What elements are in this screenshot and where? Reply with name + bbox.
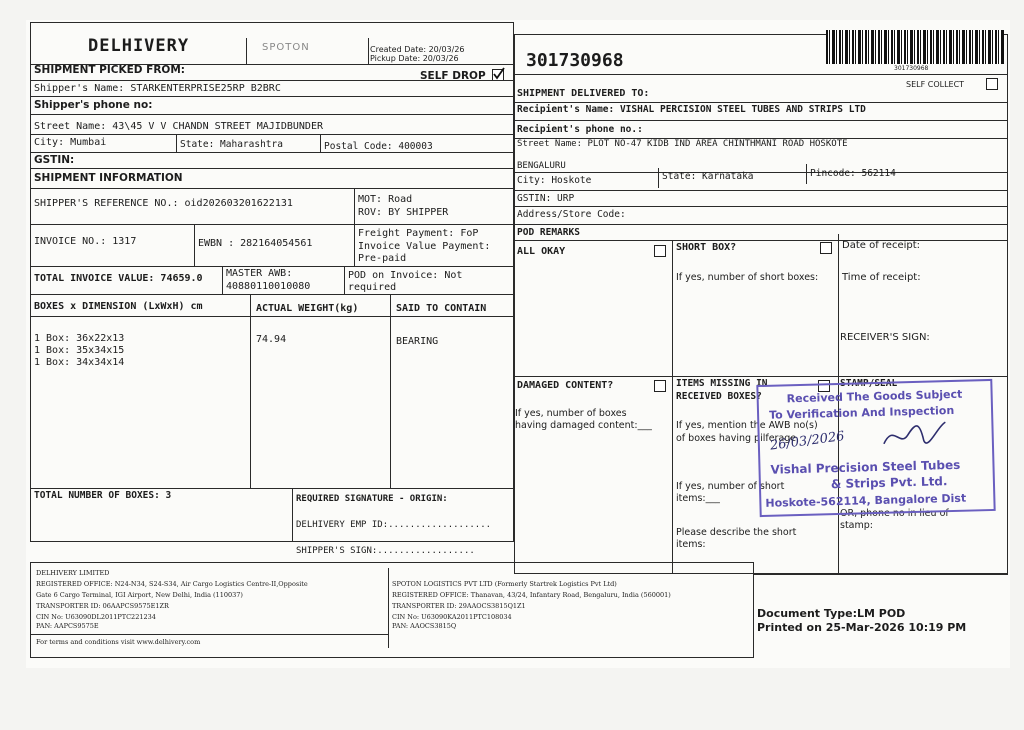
items-missing-label-line2: RECEIVED BOXES? (676, 391, 762, 402)
describe-short-items-line2: items: (676, 539, 706, 550)
stamp-line-3: Vishal Precision Steel Tubes (770, 457, 961, 477)
mention-awb-line2: of boxes having pilferage (676, 433, 797, 444)
stamp-line-1: Received The Goods Subject (786, 387, 963, 406)
delhivery-footer-line-5: CIN No: U63090DL2011PTC221234 (36, 613, 156, 621)
stamp-line-2: To Verification And Inspection (768, 403, 955, 422)
boxes-dimension-header: BOXES x DIMENSION (LxWxH) cm (34, 301, 203, 312)
total-boxes: TOTAL NUMBER OF BOXES: 3 (34, 490, 172, 501)
recipient-gstin: GSTIN: URP (517, 193, 575, 204)
delhivery-footer-line-3: Gate 6 Cargo Terminal, IGI Airport, New Delhi, India (110037) (36, 591, 243, 599)
picked-from-title: SHIPMENT PICKED FROM: (34, 64, 185, 76)
delhivery-emp-id: DELHIVERY EMP ID:................... (296, 520, 492, 530)
mention-awb: If yes, mention the AWB no(s) (676, 420, 818, 431)
said-to-contain-header: SAID TO CONTAIN (396, 303, 487, 314)
self-collect-label: SELF COLLECT (906, 80, 965, 89)
check-mark-icon (492, 67, 506, 81)
stamp-seal-label: STAMP/SEAL (840, 378, 898, 389)
invoice-number: INVOICE NO.: 1317 (34, 236, 137, 247)
stamp-line-5: Hoskote-562114, Bangalore Dist (765, 491, 967, 510)
all-okay-checkbox[interactable] (654, 245, 666, 257)
spoton-footer-line-4: CIN No: U63090KA2011PTC108034 (392, 613, 512, 621)
box-row-1: 1 Box: 36x22x13 (34, 333, 125, 344)
pod-document (26, 20, 1010, 668)
document-type: Document Type:LM POD (757, 607, 906, 620)
damaged-question: If yes, number of boxes (515, 408, 627, 419)
self-collect-checkbox[interactable] (986, 78, 998, 90)
recipient-phone: Recipient's phone no.: (517, 124, 643, 135)
terms-link[interactable]: For terms and conditions visit www.delhivery.com (36, 638, 201, 646)
time-of-receipt: Time of receipt: (842, 272, 921, 283)
delhivery-footer-line-2: REGISTERED OFFICE: N24-N34, S24-S34, Air Cargo Logistics Centre-II,Opposite (36, 580, 308, 588)
mot: MOT: Road (358, 194, 413, 205)
delivered-to-title: SHIPMENT DELIVERED TO: (517, 88, 650, 99)
shipment-info-title: SHIPMENT INFORMATION (34, 172, 183, 184)
stamp-handwritten-date: 26/03/2026 (769, 428, 846, 454)
short-box-label: SHORT BOX? (676, 242, 737, 253)
delhivery-footer-line-6: PAN: AAPCS9575E (36, 622, 99, 630)
all-okay-label: ALL OKAY (517, 246, 566, 257)
recipient-name: Recipient's Name: VISHAL PERCISION STEEL TUBES AND STRIPS LTD (517, 104, 866, 115)
freight-payment: Freight Payment: FoP (358, 228, 479, 239)
spoton-logo: SPOTON (262, 42, 310, 53)
shipper-name: Shipper's Name: STARKENTERPRISE25RP B2BRC (34, 83, 281, 94)
recipient-state: State: Karnataka (662, 171, 754, 182)
master-awb-label: MASTER AWB: (226, 268, 293, 279)
delhivery-logo: DELHIVERY (88, 36, 190, 56)
phone-lieu-stamp-line2: stamp: (840, 520, 873, 531)
total-invoice-value: TOTAL INVOICE VALUE: 74659.0 (34, 273, 203, 284)
short-items-question-line2: items:___ (676, 493, 720, 504)
shipper-phone: Shipper's phone no: (34, 99, 153, 111)
shipper-gstin: GSTIN: (34, 154, 75, 166)
describe-short-items: Please describe the short (676, 527, 797, 538)
items-missing-label: ITEMS MISSING IN (676, 378, 768, 389)
recipient-city: City: Hoskote (517, 175, 592, 186)
signature-scribble-icon (879, 416, 950, 454)
recipient-pincode: Pincode: 562114 (810, 168, 896, 179)
awb-number: 301730968 (526, 50, 624, 71)
stamp-line-4: & Strips Pvt. Ltd. (830, 474, 948, 492)
shipper-street: Street Name: 43\45 V V CHANDN STREET MAJIDBUNDER (34, 121, 323, 132)
damaged-content-checkbox[interactable] (654, 380, 666, 392)
address-store-code: Address/Store Code: (517, 209, 626, 220)
delhivery-footer-line-4: TRANSPORTER ID: 06AAPCS9575E1ZR (36, 602, 169, 610)
box-row-3: 1 Box: 34x34x14 (34, 357, 125, 368)
shipper-city: City: Mumbai (34, 137, 107, 148)
contents-value: BEARING (396, 336, 439, 347)
pod-remarks-title: POD REMARKS (517, 227, 580, 238)
spoton-footer-line-2: REGISTERED OFFICE: Thanavan, 43/24, Infantary Road, Bengaluru, India (560001) (392, 591, 671, 599)
self-drop-label: SELF DROP (420, 70, 486, 82)
pod-on-invoice-required: required (348, 282, 397, 293)
actual-weight-value: 74.94 (256, 334, 287, 345)
barcode-number: 301730968 (894, 65, 929, 72)
shipper-state: State: Maharashtra (180, 139, 283, 150)
box-row-2: 1 Box: 35x34x15 (34, 345, 125, 356)
short-box-checkbox[interactable] (820, 242, 832, 254)
printed-on: Printed on 25-Mar-2026 10:19 PM (757, 621, 967, 634)
receivers-sign: RECEIVER'S SIGN: (840, 332, 930, 343)
damaged-question-line2: having damaged content:___ (515, 420, 652, 431)
receiver-stamp (756, 379, 995, 517)
short-items-question: If yes, number of short (676, 481, 785, 492)
delhivery-footer-line-1: DELHIVERY LIMITED (36, 569, 110, 577)
pod-on-invoice: POD on Invoice: Not (348, 270, 463, 281)
spoton-footer-line-5: PAN: AAOCS3815Q (392, 622, 457, 630)
short-box-question: If yes, number of short boxes: (676, 272, 819, 283)
shippers-sign: SHIPPER'S SIGN:.................. (296, 546, 475, 556)
recipient-street: Street Name: PLOT NO-47 KIDB IND AREA CHINTHMANI ROAD HOSKOTE (517, 139, 848, 149)
prepaid: Pre-paid (358, 253, 407, 264)
created-date: Created Date: 20/03/26 (370, 45, 465, 54)
actual-weight-header: ACTUAL WEIGHT(kg) (256, 303, 359, 314)
required-signature: REQUIRED SIGNATURE - ORIGIN: (296, 494, 448, 504)
ewbn: EWBN : 282164054561 (198, 238, 313, 249)
invoice-value-payment: Invoice Value Payment: (358, 241, 491, 252)
barcode (826, 30, 1004, 64)
date-of-receipt: Date of receipt: (842, 240, 921, 251)
shipper-reference: SHIPPER'S REFERENCE NO.: oid202603201622131 (34, 198, 293, 209)
shipper-postal: Postal Code: 400003 (324, 141, 433, 152)
rov: ROV: BY SHIPPER (358, 207, 449, 218)
spoton-footer-line-1: SPOTON LOGISTICS PVT LTD (Formerly Startrek Logistics Pvt Ltd) (392, 580, 617, 588)
pickup-date: Pickup Date: 20/03/26 (370, 54, 459, 63)
spoton-footer-line-3: TRANSPORTER ID: 29AAOCS3815Q1Z1 (392, 602, 526, 610)
damaged-content-label: DAMAGED CONTENT? (517, 380, 614, 391)
phone-lieu-stamp: OR, phone no in lieu of (840, 508, 949, 519)
recipient-street-line2: BENGALURU (517, 161, 566, 171)
master-awb-value: 40880110010080 (226, 281, 311, 292)
